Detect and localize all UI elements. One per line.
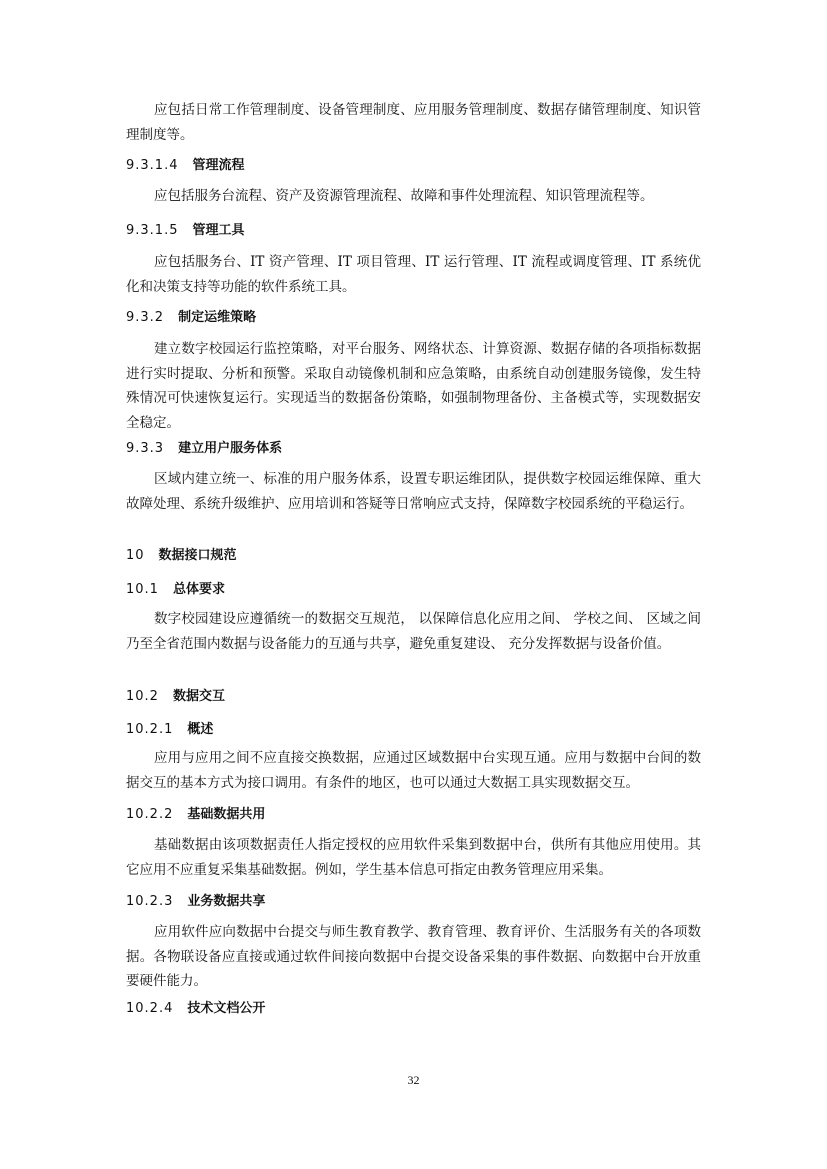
heading-number: 9.3.2 — [126, 310, 165, 325]
paragraph-user-service: 区域内建立统一、标准的用户服务体系，设置专职运维团队，提供数字校园运维保障、重大故障处理、系统升级维护、应用培训和答疑等日常响应式支持，保障数字校园系统的平稳运行。 — [126, 471, 701, 512]
heading-title: 管理工具 — [192, 223, 245, 238]
heading-title: 概述 — [187, 722, 214, 737]
heading-title: 建立用户服务体系 — [178, 441, 283, 456]
heading-number: 10.1 — [126, 582, 159, 597]
page-number: 32 — [407, 1073, 420, 1087]
heading-number: 10.2.1 — [126, 722, 174, 737]
heading-number: 10.2.2 — [126, 807, 174, 822]
paragraph-management-tools: 应包括服务台、IT 资产管理、IT 项目管理、IT 运行管理、IT 流程或调度管理、IT 系统优化和决策支持等功能的软件系统工具。 — [126, 254, 701, 295]
paragraph-general-requirements: 数字校园建设应遵循统一的数据交互规范， 以保障信息化应用之间、 学校之间、 区域之间乃至全省范围内数据与设备能力的互通与共享，避免重复建设、 充分发挥数据与设备价值。 — [126, 611, 701, 652]
heading-title: 总体要求 — [172, 582, 225, 597]
paragraph-basic-data-sharing: 基础数据由该项数据责任人指定授权的应用软件采集到数据中台，供所有其他应用使用。其它应用不应重复采集基础数据。例如，学生基本信息可指定由教务管理应用采集。 — [126, 837, 701, 878]
heading-title: 基础数据共用 — [187, 807, 266, 822]
paragraph-ops-strategy: 建立数字校园运行监控策略，对平台服务、网络状态、计算资源、数据存储的各项指标数据进行实时提取、分析和预警。采取自动镜像机制和应急策略，由系统自动创建服务镜像，发生特殊情况可快速恢复运行。实现适当的数据备份策略，如强制物理备份、主备模式等，实现数据安全稳定。 — [126, 341, 701, 431]
heading-title: 数据接口规范 — [158, 548, 237, 563]
heading-number: 9.3.1.4 — [126, 158, 179, 173]
heading-title: 业务数据共享 — [187, 894, 266, 909]
heading-10-1 — [126, 581, 225, 599]
heading-number: 10.2.4 — [126, 1001, 174, 1016]
heading-title: 制定运维策略 — [178, 310, 257, 325]
heading-9-3-1-4 — [126, 157, 245, 175]
heading-10-2-4 — [126, 1000, 265, 1018]
heading-9-3-2 — [126, 309, 256, 327]
heading-9-3-3 — [126, 440, 282, 458]
paragraph-business-data-sharing: 应用软件应向数据中台提交与师生教育教学、教育管理、教育评价、生活服务有关的各项数据。各物联设备应直接或通过软件间接向数据中台提交设备采集的事件数据、向数据中台开放重要硬件能力。 — [126, 924, 701, 989]
paragraph-overview: 应用与应用之间不应直接交换数据，应通过区域数据中台实现互通。应用与数据中台间的数据交互的基本方式为接口调用。有条件的地区，也可以通过大数据工具实现数据交互。 — [126, 750, 701, 791]
heading-number: 10 — [126, 548, 145, 563]
heading-number: 10.2.3 — [126, 894, 174, 909]
heading-10 — [126, 547, 237, 565]
heading-10-2-2 — [126, 806, 265, 824]
heading-title: 数据交互 — [172, 689, 225, 704]
heading-9-3-1-5 — [126, 222, 245, 240]
heading-10-2-1 — [126, 721, 213, 739]
heading-title: 管理流程 — [192, 158, 245, 173]
paragraph-management-systems: 应包括日常工作管理制度、设备管理制度、应用服务管理制度、数据存储管理制度、知识管理制度等。 — [126, 102, 701, 143]
heading-title: 技术文档公开 — [187, 1001, 266, 1016]
heading-10-2-3 — [126, 893, 265, 911]
heading-10-2 — [126, 688, 225, 706]
heading-number: 9.3.3 — [126, 441, 165, 456]
heading-number: 10.2 — [126, 689, 159, 704]
heading-number: 9.3.1.5 — [126, 223, 179, 238]
paragraph-management-process: 应包括服务台流程、资产及资源管理流程、故障和事件处理流程、知识管理流程等。 — [154, 188, 654, 204]
